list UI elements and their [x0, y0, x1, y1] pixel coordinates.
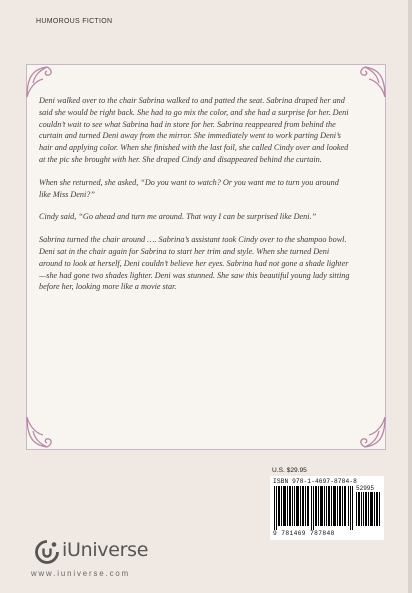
excerpt-paragraph: Deni walked over to the chair Sabrina walked to and patted the seat. Sabrina draped her and said she would be right back. She had to go mix the color, and she had a surprise for her. Deni couldn’t wait to see what Sabrina had in store for her. Sabrina reappeared from behind the curtain and turned Deni away from the mirror. She immediately went to work parting Deni’s hair and applying color. When she finished with the last foil, she called Cindy over and looked at the pic she brought with her. She draped Cindy and disappeared behind the curtain. [39, 96, 349, 164]
excerpt-paragraph: Sabrina turned the chair around …. Sabrina’s assistant took Cindy over to the shampoo bowl. Deni sat in the chair again for Sabrina to start her trim and style. When she turned Deni around to look at herself, Deni couldn’t believe her eyes. Sabrina had not gone a shade lighter—she had gone two shades lighter. Deni was stunned. She saw this beautiful young lady sitting before her, looking more like a movie star. [39, 235, 350, 292]
price-label: U.S. $29.95 [272, 467, 307, 474]
iuniverse-logo-icon [35, 540, 59, 564]
corner-flourish-icon [351, 63, 387, 99]
corner-flourish-icon [25, 415, 61, 451]
addon-code: 52995 [356, 485, 375, 492]
publisher-name: iUniverse [62, 539, 149, 561]
ean-number: 9 781469 787848 [273, 530, 335, 537]
publisher-url: www.iuniverse.com [31, 569, 131, 578]
corner-flourish-icon [351, 415, 387, 451]
ean-barcode-icon [274, 486, 354, 530]
barcode [270, 476, 384, 540]
story-excerpt [39, 95, 351, 304]
price-addon-barcode-icon [356, 492, 380, 526]
spine-edge [408, 0, 412, 593]
genre-label: HUMOROUS FICTION [36, 18, 113, 25]
isbn-number: ISBN 978-1-4697-8784-8 [273, 478, 357, 485]
excerpt-panel [26, 64, 386, 450]
corner-flourish-icon [25, 63, 61, 99]
excerpt-paragraph: When she returned, she asked, “Do you want to watch? Or you want me to turn you around like Miss Deni?” [39, 177, 339, 199]
excerpt-paragraph: Cindy said, “Go ahead and turn me around. That way I can be surprised like Deni.” [39, 212, 317, 222]
